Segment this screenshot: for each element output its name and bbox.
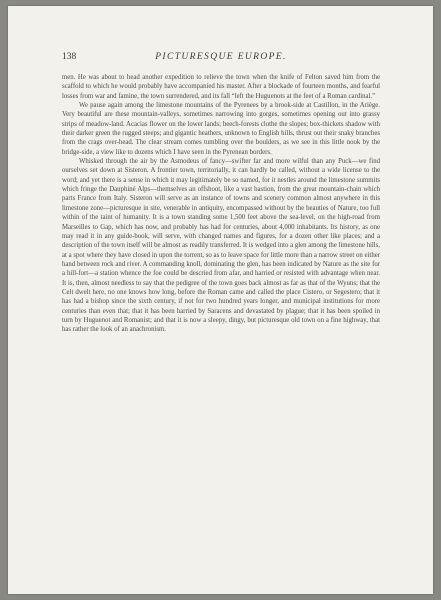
paragraph-sisteron: Whisked through the air by the Asmodeus of fancy—swifter far and more wilful than any Puck—we find ourselves set down at Sisteron. A frontier town, territorially, it can hardly be called, without a wide license to the word; and yet there is a sense in which it may legitimately be so named, for it nestles around the limestone summits which fringe the Dauphiné Alps—themselves an offshoot, like a vast bastion, from the great mountain-chain which parts France from Italy. Sisteron will serve as an instance of towns and scenery common almost anywhere in this limestone zone—picturesque in site, venerable in antiquity, encompassed without by the beauties of Nature, too full within of the taint of humanity. It is a town standing some 1,500 feet above the sea-level, on the high-road from Marseilles to Gap, which has now, and probably has had for centuries, about 4,000 inhabitants. Its history, as one may read it in any guide-book, will serve, with changed names and figures, for a dozen other like places; and a description of the town itself will be almost as readily transferred. It is wedged into a glen among the limestone hills, at a spot where they have closed in upon the torrent, so as to leave space for little more than a narrow street on either hand between rock and river. A commanding knoll, dominating the glen, has been indicated by Nature as the site for a hill-fort—a station whence the foe could be descried from afar, and harried or resisted with advantage when near. It is, then, almost needless to say that the pedigree of the town goes back almost as far as that of the Wyuns; that the Celt dwelt here, no one knows how long, before the Roman came and called the place Cistero, or Segestero; that it has had a bishop since the sixth century, if not for two hundred years longer, and municipal institutions for more centuries than even that; that it has been harried by Saracens and devastated by plague; that it has been spoiled in turn by Huguenot and Romanist; and that it is now a sleepy, dingy, but picturesque old town on a fine highway, that has rather the look of an anachronism. [62, 158, 380, 334]
book-page [8, 6, 433, 594]
running-title: PICTURESQUE EUROPE. [155, 52, 287, 62]
paragraph-castillon: We pause again among the limestone mountains of the Pyrenees by a brook-side at Castillon, in the Ariège. Very beautiful are these mountain-valleys, sometimes narrowing into gorges, sometimes opening out into grassy strips of meadow-land. Acacias flower on the lower lands; beech-forests clothe the slopes; box-thickets shadow with their darker green the rugged steeps; and gigantic heathers, unknown to English hills, thrust out their snaky branches from the crags over-head. The clear stream comes tumbling over the boulders, as we see in this little nook by the bridge-side, a view like to dozens which I have seen in the Pyrenean borders. [62, 102, 380, 156]
body-text [62, 73, 380, 335]
page-header [62, 50, 380, 64]
page-number: 138 [62, 52, 77, 62]
paragraph-continued: men. He was about to head another expedition to relieve the town when the knife of Felton saved him from the scaffold to which he would probably have accompanied his master. After a blockade of fourteen months, and fearful losses from war and famine, the town surrendered, and its fall “left the Huguenots at the feet of a Roman cardinal.” [62, 74, 380, 100]
